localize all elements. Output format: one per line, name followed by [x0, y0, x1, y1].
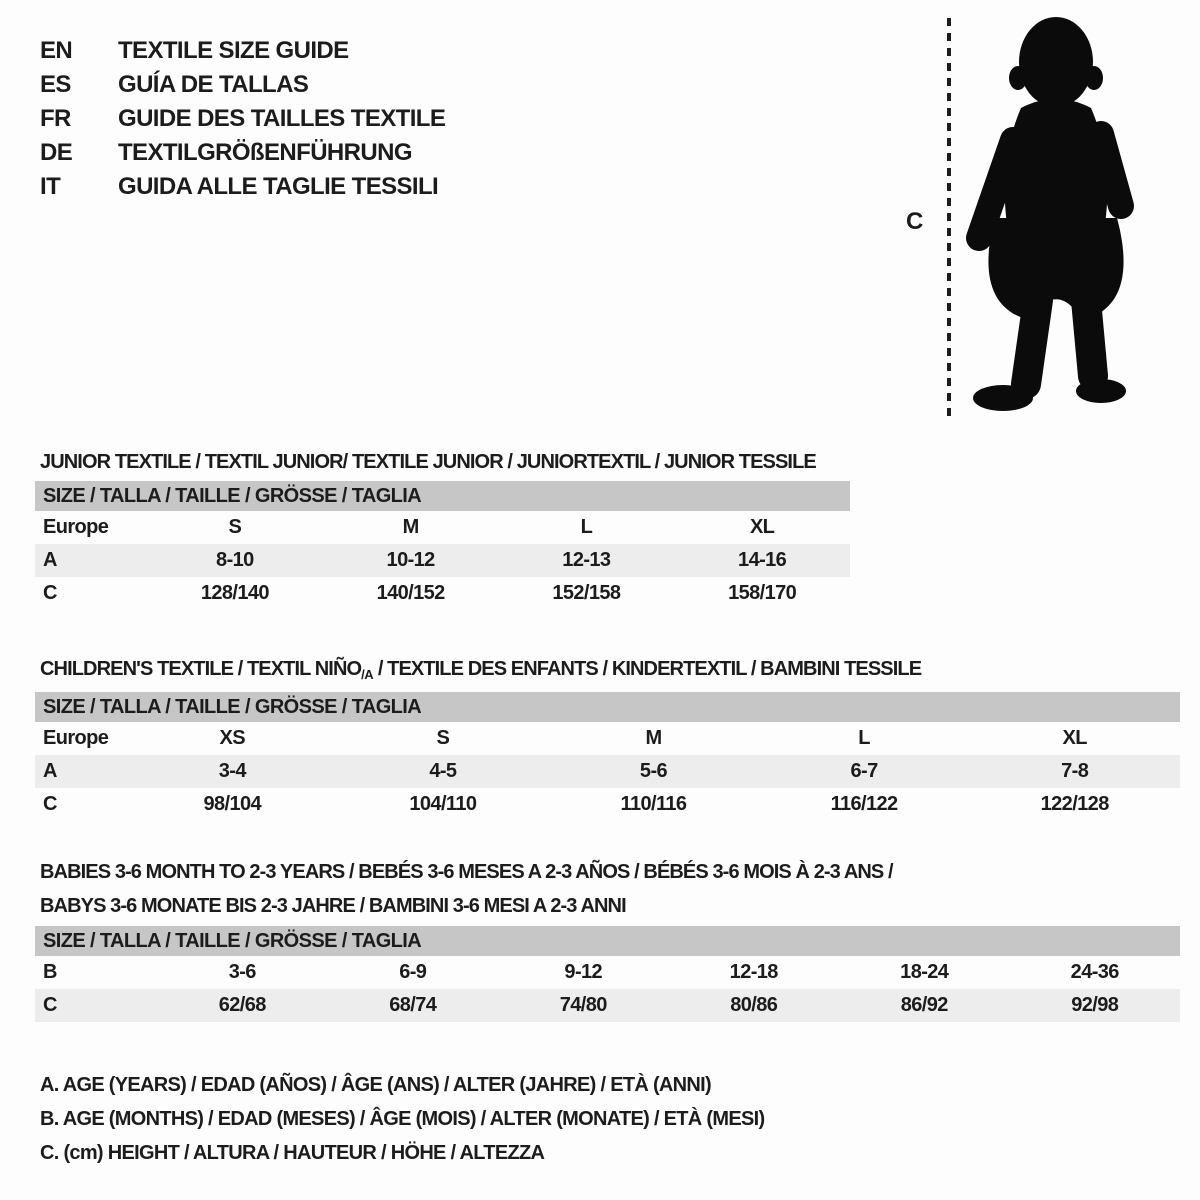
- size-cell: 3-6: [228, 961, 256, 983]
- language-row-fr: [40, 102, 445, 136]
- size-cell: 86/92: [900, 994, 948, 1016]
- size-cell: 158/170: [728, 582, 797, 604]
- children-heading-post: / TEXTILE DES ENFANTS / KINDERTEXTIL / BAMBINI TESSILE: [373, 657, 922, 680]
- row-label: Europe: [43, 516, 109, 538]
- size-cell: 10-12: [386, 549, 435, 571]
- size-header-row: [35, 481, 850, 511]
- table-row-height: [35, 989, 1180, 1022]
- size-cell: 110/116: [620, 793, 687, 815]
- size-cell: 128/140: [200, 582, 269, 604]
- language-row-es: [40, 68, 445, 102]
- size-cell: XS: [219, 727, 246, 749]
- size-cell: 6-9: [399, 961, 427, 983]
- size-cell: 12-18: [729, 961, 778, 983]
- size-cell: 9-12: [564, 961, 603, 983]
- measure-legend: [40, 1068, 764, 1170]
- guide-title: TEXTILGRÖßENFÜHRUNG: [118, 139, 412, 166]
- guide-title: GUIDA ALLE TAGLIE TESSILI: [118, 173, 439, 200]
- size-cell: 14-16: [738, 549, 787, 571]
- children-heading-sub: /A: [361, 666, 374, 682]
- row-label: C: [43, 582, 57, 604]
- size-cell: 3-4: [218, 760, 246, 782]
- size-cell: 7-8: [1061, 760, 1089, 782]
- size-header-cell: SIZE / TALLA / TAILLE / GRÖSSE / TAGLIA: [35, 481, 850, 511]
- size-cell: 116/122: [830, 793, 898, 815]
- language-code: ES: [40, 71, 71, 98]
- language-row-de: [40, 136, 445, 170]
- size-cell: 12-13: [562, 549, 611, 571]
- language-code: IT: [40, 173, 61, 200]
- language-row-it: [40, 170, 445, 204]
- size-cell: 18-24: [900, 961, 949, 983]
- babies-heading-line2: BABYS 3-6 MONATE BIS 2-3 JAHRE / BAMBINI 3-6 MESI A 2-3 ANNI: [40, 894, 626, 917]
- table-row-europe: [35, 722, 1180, 755]
- table-row-age: [35, 544, 850, 577]
- size-cell: 62/68: [218, 994, 266, 1016]
- row-label: C: [43, 793, 57, 815]
- language-code: EN: [40, 37, 73, 64]
- junior-size-table: [35, 481, 850, 610]
- size-cell: 122/128: [1040, 793, 1109, 815]
- legend-line-c: C. (cm) HEIGHT / ALTURA / HAUTEUR / HÖHE / ALTEZZA: [40, 1141, 545, 1164]
- size-header-row: [35, 926, 1180, 956]
- height-measure-dashed-line: [947, 18, 951, 416]
- size-cell: 92/98: [1071, 994, 1119, 1016]
- children-heading-pre: CHILDREN'S TEXTILE / TEXTIL NIÑO: [40, 657, 362, 680]
- size-cell: M: [402, 516, 419, 538]
- language-row-en: [40, 34, 445, 68]
- size-cell: S: [436, 727, 450, 749]
- language-title-list: [40, 34, 445, 204]
- table-row-months: [35, 956, 1180, 989]
- size-cell: 6-7: [850, 760, 878, 782]
- guide-title: GUÍA DE TALLAS: [118, 71, 309, 98]
- size-cell: L: [858, 727, 870, 749]
- size-cell: 74/80: [559, 994, 607, 1016]
- row-label: A: [43, 549, 57, 571]
- children-size-table: [35, 692, 1180, 821]
- babies-heading-line1: BABIES 3-6 MONTH TO 2-3 YEARS / BEBÉS 3-6 MESES A 2-3 AÑOS / BÉBÉS 3-6 MOIS À 2-3 ANS /: [40, 860, 893, 883]
- children-section-heading: [40, 658, 921, 682]
- row-label: Europe: [43, 727, 109, 749]
- size-cell: 5-6: [639, 760, 668, 782]
- table-row-age: [35, 755, 1180, 788]
- size-cell: XL: [1062, 727, 1087, 749]
- size-cell: 104/110: [409, 793, 477, 815]
- size-cell: 98/104: [203, 793, 262, 815]
- size-cell: L: [580, 516, 593, 538]
- junior-section-heading: JUNIOR TEXTILE / TEXTIL JUNIOR/ TEXTILE JUNIOR / JUNIORTEXTIL / JUNIOR TESSILE: [40, 450, 816, 473]
- size-cell: 80/86: [730, 994, 778, 1016]
- size-cell: M: [645, 727, 662, 749]
- table-row-europe: [35, 511, 850, 544]
- size-header-cell: SIZE / TALLA / TAILLE / GRÖSSE / TAGLIA: [35, 692, 1180, 722]
- size-cell: 152/158: [552, 582, 621, 604]
- guide-title: TEXTILE SIZE GUIDE: [118, 37, 349, 64]
- legend-line-a: A. AGE (YEARS) / EDAD (AÑOS) / ÂGE (ANS) / ALTER (JAHRE) / ETÀ (ANNI): [40, 1073, 711, 1096]
- size-header-cell: SIZE / TALLA / TAILLE / GRÖSSE / TAGLIA: [35, 926, 1180, 956]
- table-row-height: [35, 788, 1180, 821]
- language-code: FR: [40, 105, 71, 132]
- size-cell: 8-10: [216, 549, 254, 571]
- size-cell: XL: [749, 516, 775, 538]
- size-cell: 68/74: [389, 994, 437, 1016]
- size-cell: 140/152: [376, 582, 445, 604]
- size-header-row: [35, 692, 1180, 722]
- babies-size-table: [35, 926, 1180, 1022]
- row-label: C: [43, 994, 57, 1016]
- language-code: DE: [40, 139, 73, 166]
- size-cell: S: [228, 516, 242, 538]
- guide-title: GUIDE DES TAILLES TEXTILE: [118, 105, 446, 132]
- table-row-height: [35, 577, 850, 610]
- size-cell: 4-5: [429, 760, 457, 782]
- baby-silhouette-icon: [963, 12, 1141, 420]
- size-cell: 24-36: [1070, 961, 1119, 983]
- height-measure-label: C: [906, 208, 924, 235]
- row-label: A: [43, 760, 57, 782]
- babies-section-heading: [40, 855, 893, 923]
- legend-line-b: B. AGE (MONTHS) / EDAD (MESES) / ÂGE (MOIS) / ALTER (MONATE) / ETÀ (MESI): [40, 1107, 765, 1130]
- row-label: B: [43, 961, 57, 983]
